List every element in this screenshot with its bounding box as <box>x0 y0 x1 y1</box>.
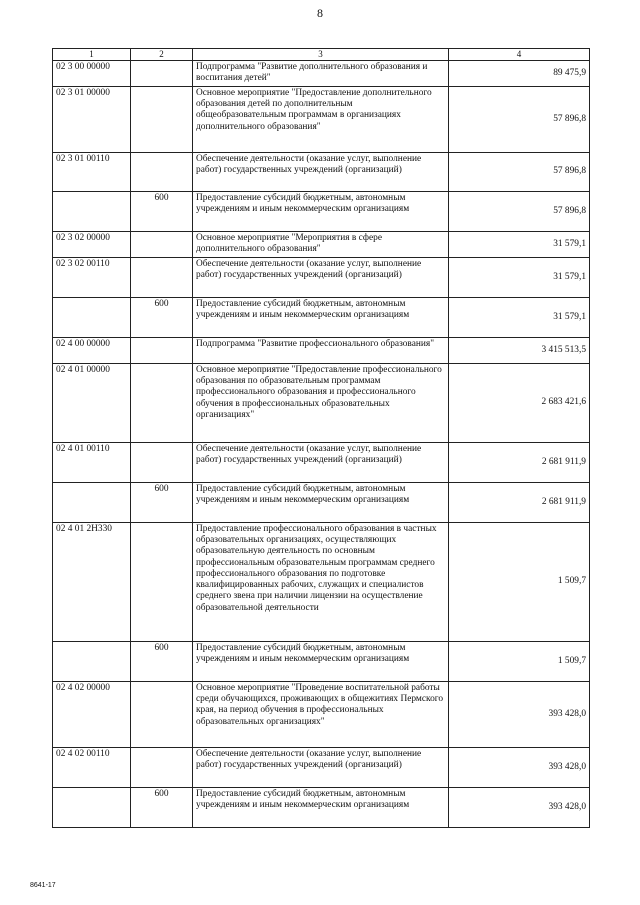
table-row <box>53 787 590 827</box>
amount-cell: 57 896,8 <box>449 191 590 231</box>
description-cell: Предоставление субсидий бюджетным, автономным учреждениям и иным некоммерческим организациям <box>193 641 449 681</box>
vr-cell <box>131 681 193 747</box>
description-cell: Предоставление субсидий бюджетным, автономным учреждениям и иным некоммерческим организациям <box>193 787 449 827</box>
amount-cell: 31 579,1 <box>449 257 590 297</box>
amount-cell: 31 579,1 <box>449 231 590 257</box>
amount-cell: 393 428,0 <box>449 747 590 787</box>
table-row <box>53 257 590 297</box>
code-cell <box>53 641 131 681</box>
amount-cell: 2 681 911,9 <box>449 482 590 522</box>
description-cell: Основное мероприятие "Мероприятия в сфере дополнительного образования" <box>193 231 449 257</box>
description-cell: Основное мероприятие "Предоставление профессионального образования по образовательным программам профессионального образования и профессионального обучения в профессиональных образовательных организациях" <box>193 363 449 442</box>
amount-cell: 3 415 513,5 <box>449 337 590 363</box>
table-row <box>53 442 590 482</box>
table-row <box>53 747 590 787</box>
table-row <box>53 363 590 442</box>
table-row <box>53 60 590 86</box>
table-row <box>53 297 590 337</box>
amount-cell: 2 683 421,6 <box>449 363 590 442</box>
table-row <box>53 86 590 152</box>
column-header-1: 1 <box>53 49 131 61</box>
amount-cell: 393 428,0 <box>449 681 590 747</box>
code-cell: 02 3 00 00000 <box>53 60 131 86</box>
vr-cell: 600 <box>131 482 193 522</box>
vr-cell <box>131 86 193 152</box>
code-cell: 02 4 01 00110 <box>53 442 131 482</box>
vr-cell <box>131 257 193 297</box>
vr-cell: 600 <box>131 787 193 827</box>
vr-cell: 600 <box>131 641 193 681</box>
table-row <box>53 152 590 191</box>
code-cell: 02 4 01 2Н330 <box>53 522 131 641</box>
vr-cell: 600 <box>131 191 193 231</box>
page-number: 8 <box>317 6 323 20</box>
code-cell <box>53 787 131 827</box>
table-row <box>53 641 590 681</box>
code-cell <box>53 297 131 337</box>
amount-cell: 1 509,7 <box>449 522 590 641</box>
amount-cell: 2 681 911,9 <box>449 442 590 482</box>
description-cell: Обеспечение деятельности (оказание услуг, выполнение работ) государственных учреждений (организаций) <box>193 152 449 191</box>
column-header-2: 2 <box>131 49 193 61</box>
description-cell: Обеспечение деятельности (оказание услуг, выполнение работ) государственных учреждений (организаций) <box>193 747 449 787</box>
amount-cell: 393 428,0 <box>449 787 590 827</box>
description-cell: Обеспечение деятельности (оказание услуг, выполнение работ) государственных учреждений (организаций) <box>193 442 449 482</box>
vr-cell <box>131 442 193 482</box>
vr-cell <box>131 152 193 191</box>
table-row <box>53 231 590 257</box>
description-cell: Предоставление профессионального образования в частных образовательных организациях, осуществляющих образовательную деятельность по основным профессиональным образовательным программам среднего профессионального образования по подготовке квалифицированных рабочих, служащих и специалистов среднего звена при наличии лицензии на осуществление образовательной деятельности <box>193 522 449 641</box>
code-cell: 02 3 01 00110 <box>53 152 131 191</box>
description-cell: Подпрограмма "Развитие дополнительного образования и воспитания детей" <box>193 60 449 86</box>
amount-cell: 31 579,1 <box>449 297 590 337</box>
table-row <box>53 522 590 641</box>
description-cell: Подпрограмма "Развитие профессионального образования" <box>193 337 449 363</box>
table-body <box>53 60 590 827</box>
amount-cell: 89 475,9 <box>449 60 590 86</box>
code-cell <box>53 482 131 522</box>
code-cell: 02 3 02 00110 <box>53 257 131 297</box>
amount-cell: 57 896,8 <box>449 152 590 191</box>
vr-cell <box>131 60 193 86</box>
description-cell: Основное мероприятие "Проведение воспитательной работы среди обучающихся, проживающих в общежитиях Пермского края, на период обучения в профессиональных образовательных организациях" <box>193 681 449 747</box>
table-row <box>53 191 590 231</box>
code-cell: 02 4 02 00000 <box>53 681 131 747</box>
amount-cell: 1 509,7 <box>449 641 590 681</box>
description-cell: Предоставление субсидий бюджетным, автономным учреждениям и иным некоммерческим организациям <box>193 191 449 231</box>
description-cell: Предоставление субсидий бюджетным, автономным учреждениям и иным некоммерческим организациям <box>193 482 449 522</box>
vr-cell <box>131 747 193 787</box>
code-cell: 02 4 00 00000 <box>53 337 131 363</box>
description-cell: Обеспечение деятельности (оказание услуг, выполнение работ) государственных учреждений (организаций) <box>193 257 449 297</box>
budget-table <box>52 48 590 828</box>
vr-cell <box>131 231 193 257</box>
table-row <box>53 681 590 747</box>
description-cell: Предоставление субсидий бюджетным, автономным учреждениям и иным некоммерческим организациям <box>193 297 449 337</box>
table-row <box>53 482 590 522</box>
vr-cell <box>131 363 193 442</box>
code-cell: 02 4 01 00000 <box>53 363 131 442</box>
description-cell: Основное мероприятие "Предоставление дополнительного образования детей по дополнительным общеобразовательным программам в организациях дополнительного образования" <box>193 86 449 152</box>
header-row <box>53 49 590 61</box>
column-header-4: 4 <box>449 49 590 61</box>
amount-cell: 57 896,8 <box>449 86 590 152</box>
vr-cell: 600 <box>131 297 193 337</box>
code-cell <box>53 191 131 231</box>
code-cell: 02 3 02 00000 <box>53 231 131 257</box>
vr-cell <box>131 337 193 363</box>
code-cell: 02 4 02 00110 <box>53 747 131 787</box>
vr-cell <box>131 522 193 641</box>
table-row <box>53 337 590 363</box>
footer-code: 8641-17 <box>30 882 56 889</box>
code-cell: 02 3 01 00000 <box>53 86 131 152</box>
column-header-3: 3 <box>193 49 449 61</box>
